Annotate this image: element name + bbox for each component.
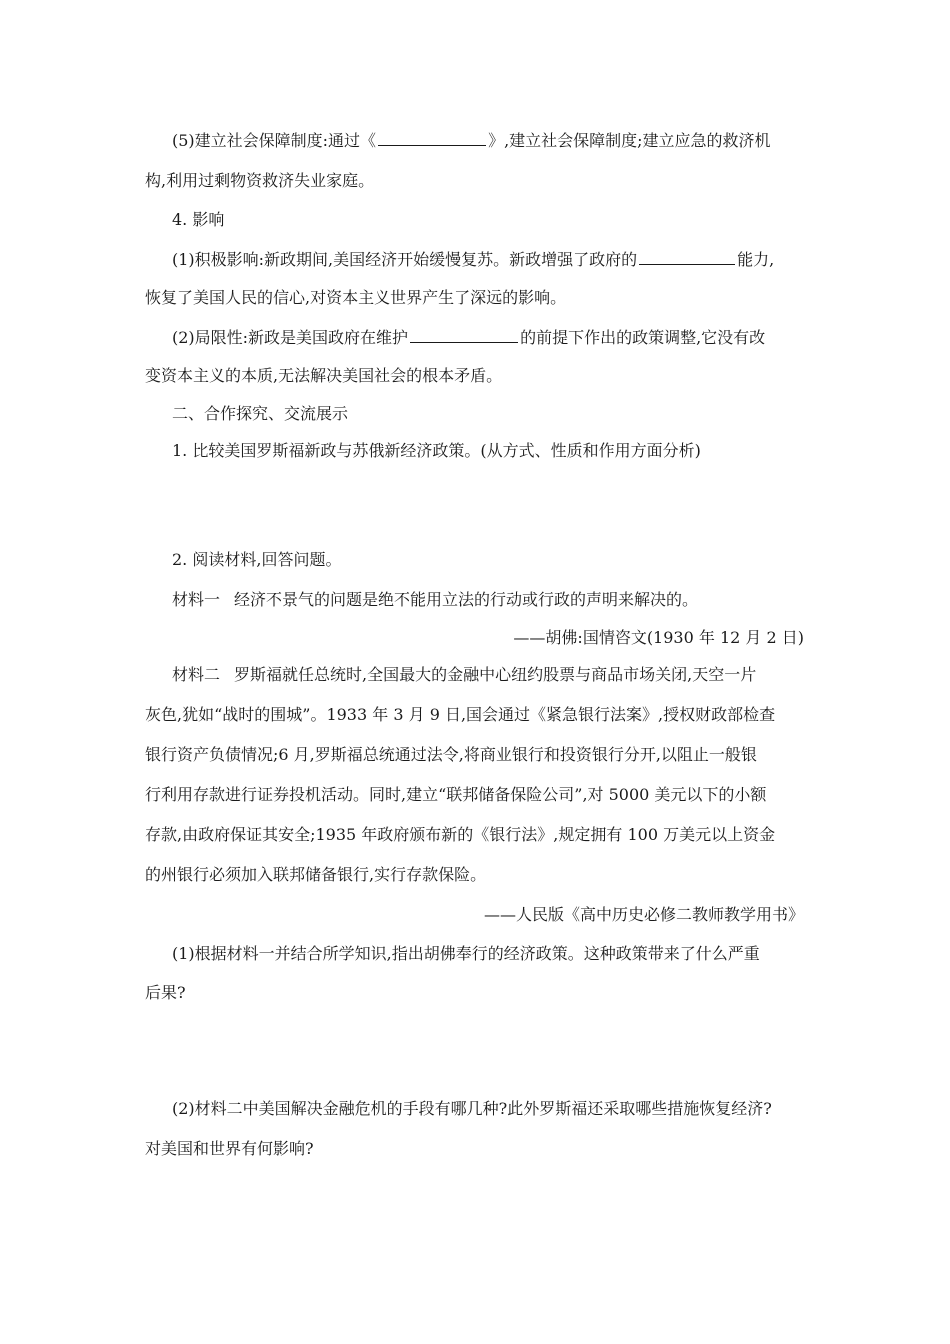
material-2-line-5: 存款,由政府保证其安全;1935 年政府颁布新的《银行法》,规定拥有 100 万美元以上资金: [145, 825, 776, 844]
material-2-line-1: 材料二 罗斯福就任总统时,全国最大的金融中心纽约股票与商品市场关闭,天空一片: [172, 665, 757, 684]
question-1: 1. 比较美国罗斯福新政与苏俄新经济政策。(从方式、性质和作用方面分析): [172, 441, 701, 460]
material-2-line-3: 银行资产负债情况;6 月,罗斯福总统通过法令,将商业银行和投资银行分开,以阻止一般银: [145, 745, 757, 764]
material-2-line-2: 灰色,犹如“战时的围城”。1933 年 3 月 9 日,国会通过《紧急银行法案》,授权财政部检查: [145, 705, 776, 724]
positive-impact-line-1: (1)积极影响:新政期间,美国经济开始缓慢复苏。新政增强了政府的 能力,: [172, 250, 775, 269]
sub-question-1-line-2: 后果?: [145, 983, 186, 1002]
material-2-source: ——人民版《高中历史必修二教师教学用书》: [483, 905, 804, 924]
heading-impact: 4. 影响: [172, 210, 225, 229]
positive-impact-line-2: 恢复了美国人民的信心,对资本主义世界产生了深远的影响。: [145, 288, 567, 307]
fill-blank-government-ability[interactable]: [639, 248, 735, 265]
sub-question-1-line-1: (1)根据材料一并结合所学知识,指出胡佛奉行的经济政策。这种政策带来了什么严重: [172, 944, 760, 963]
sub-question-2-line-1: (2)材料二中美国解决金融危机的手段有哪几种?此外罗斯福还采取哪些措施恢复经济?: [172, 1099, 772, 1118]
limitation-line-2: 变资本主义的本质,无法解决美国社会的根本矛盾。: [145, 366, 503, 385]
material-2-line-6: 的州银行必须加入联邦储备银行,实行存款保险。: [145, 865, 487, 884]
item-5-line-1: (5)建立社会保障制度:通过《 》,建立社会保障制度;建立应急的救济机: [172, 131, 771, 150]
item-5-line-2: 构,利用过剩物资救济失业家庭。: [145, 171, 375, 190]
fill-blank-act-name[interactable]: [378, 129, 486, 146]
sub-question-2-line-2: 对美国和世界有何影响?: [145, 1139, 314, 1158]
material-2-line-4: 行利用存款进行证券投机活动。同时,建立“联邦储备保险公司”,对 5000 美元以下的小额: [145, 785, 767, 804]
limitation-line-1: (2)局限性:新政是美国政府在维护 的前提下作出的政策调整,它没有改: [172, 328, 766, 347]
fill-blank-premise[interactable]: [410, 326, 518, 343]
material-1-source: ——胡佛:国情咨文(1930 年 12 月 2 日): [513, 628, 804, 647]
section-heading-cooperation: 二、合作探究、交流展示: [172, 404, 349, 423]
material-1: 材料一 经济不景气的问题是绝不能用立法的行动或行政的声明来解决的。: [172, 590, 699, 609]
question-2: 2. 阅读材料,回答问题。: [172, 550, 342, 569]
